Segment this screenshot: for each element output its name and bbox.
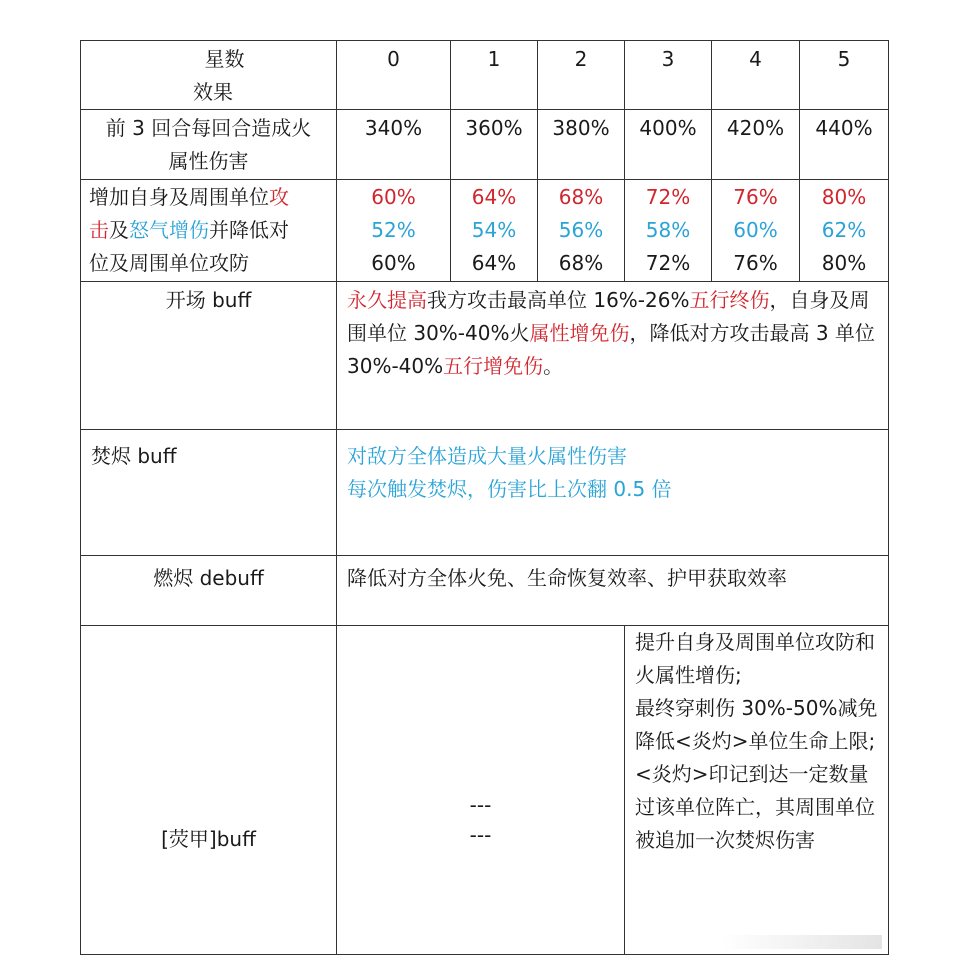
boost-label-line3: 位及周围单位攻防 bbox=[89, 251, 249, 275]
boost-label-attack1: 攻 bbox=[269, 185, 289, 209]
debuff-label: 燃烬 debuff bbox=[81, 556, 337, 626]
opening-text-attr-boost: 属性增免伤 bbox=[529, 321, 630, 345]
fire-damage-value-4: 420% bbox=[712, 110, 800, 180]
opening-text-permanent: 永久提高 bbox=[347, 288, 427, 312]
boost-values-2 bbox=[538, 180, 625, 282]
boost-label-rage: 怒气增伤 bbox=[129, 218, 209, 242]
rage-value-2: 56% bbox=[558, 218, 604, 242]
header-row bbox=[81, 41, 889, 110]
boost-values-5 bbox=[800, 180, 889, 282]
attack-value-4: 76% bbox=[733, 185, 778, 209]
boost-label-text3: 并降低对 bbox=[209, 218, 289, 242]
star-4-header: 4 bbox=[712, 41, 800, 110]
armor-buff-text: 提升自身及周围单位攻防和火属性增伤; 最终穿刺伤 30%-50%减免 降低<炎灼>单位生命上限; <炎灼>印记到达一定数量过该单位阵亡，其周围单位被追加一次焚烬伤害 bbox=[625, 626, 889, 955]
burn-buff-line1: 对敌方全体造成大量火属性伤害 bbox=[347, 444, 627, 468]
fire-damage-value-0: 340% bbox=[337, 110, 451, 180]
opening-text-element-boost: 五行增免伤 bbox=[443, 354, 544, 378]
effect-label: 效果 bbox=[193, 80, 233, 104]
opening-text-final-damage: 五行终伤 bbox=[689, 288, 770, 312]
debuff-text: 降低对方全体火免、生命恢复效率、护甲获取效率 bbox=[337, 556, 889, 626]
defense-value-0: 60% bbox=[371, 251, 416, 275]
fire-damage-label-cell bbox=[81, 110, 337, 180]
boost-label-and: 及 bbox=[109, 218, 129, 242]
fire-damage-value-3: 400% bbox=[625, 110, 712, 180]
opening-buff-row bbox=[81, 282, 889, 430]
boost-label-text1: 增加自身及周围单位 bbox=[89, 185, 269, 209]
defense-value-2: 68% bbox=[558, 251, 604, 275]
armor-buff-dash-cell bbox=[337, 626, 625, 955]
stars-label: 星数 bbox=[204, 47, 245, 71]
rage-value-0: 52% bbox=[371, 218, 416, 242]
rage-value-1: 54% bbox=[471, 218, 517, 242]
opening-text-2: 我方攻击最高单位 16%-26% bbox=[427, 288, 690, 312]
burn-buff-line2: 每次触发焚烬，伤害比上次翻 0.5 倍 bbox=[347, 477, 672, 501]
star-1-header: 1 bbox=[451, 41, 538, 110]
burn-buff-label: 焚烬 buff bbox=[81, 430, 337, 556]
opening-text-6: ，降低对方攻击最高 3 单位 30%-40% bbox=[347, 321, 875, 378]
defense-value-4: 76% bbox=[733, 251, 778, 275]
fire-damage-label-line2: 属性伤害 bbox=[168, 149, 249, 173]
corner-header-cell bbox=[81, 41, 337, 110]
boost-values-1 bbox=[451, 180, 538, 282]
armor-dash-2: --- bbox=[469, 823, 492, 847]
star-effect-table bbox=[80, 40, 889, 955]
star-0-header: 0 bbox=[337, 41, 451, 110]
defense-value-1: 64% bbox=[471, 251, 517, 275]
rage-value-3: 58% bbox=[645, 218, 691, 242]
attack-value-0: 60% bbox=[371, 185, 416, 209]
fire-damage-value-2: 380% bbox=[538, 110, 625, 180]
rage-value-4: 60% bbox=[733, 218, 778, 242]
boost-values-4 bbox=[712, 180, 800, 282]
attack-value-5: 80% bbox=[821, 185, 867, 209]
attack-value-2: 68% bbox=[558, 185, 604, 209]
fire-damage-value-5: 440% bbox=[800, 110, 889, 180]
opening-text-8: 。 bbox=[543, 354, 564, 378]
boost-values-0 bbox=[337, 180, 451, 282]
boost-values-3 bbox=[625, 180, 712, 282]
debuff-row bbox=[81, 556, 889, 626]
watermark bbox=[722, 935, 882, 949]
opening-text-4: ，自身及周围单位 30%-40%火 bbox=[347, 288, 870, 345]
attack-value-3: 72% bbox=[645, 185, 691, 209]
defense-value-5: 80% bbox=[821, 251, 867, 275]
burn-buff-text bbox=[337, 430, 889, 556]
fire-damage-value-1: 360% bbox=[451, 110, 538, 180]
defense-value-3: 72% bbox=[645, 251, 691, 275]
boost-label-attack2: 击 bbox=[89, 218, 109, 242]
armor-buff-row bbox=[81, 626, 889, 955]
opening-buff-label: 开场 buff bbox=[81, 282, 337, 430]
star-2-header: 2 bbox=[538, 41, 625, 110]
fire-damage-label-line1: 前 3 回合每回合造成火 bbox=[105, 116, 312, 140]
armor-buff-label: [荧甲]buff bbox=[81, 626, 337, 955]
rage-value-5: 62% bbox=[821, 218, 867, 242]
attack-value-1: 64% bbox=[471, 185, 517, 209]
fire-damage-row bbox=[81, 110, 889, 180]
star-3-header: 3 bbox=[625, 41, 712, 110]
burn-buff-row bbox=[81, 430, 889, 556]
boost-label-cell bbox=[81, 180, 337, 282]
opening-buff-text bbox=[337, 282, 889, 430]
star-5-header: 5 bbox=[800, 41, 889, 110]
boost-row bbox=[81, 180, 889, 282]
armor-dash-1: --- bbox=[469, 793, 492, 817]
